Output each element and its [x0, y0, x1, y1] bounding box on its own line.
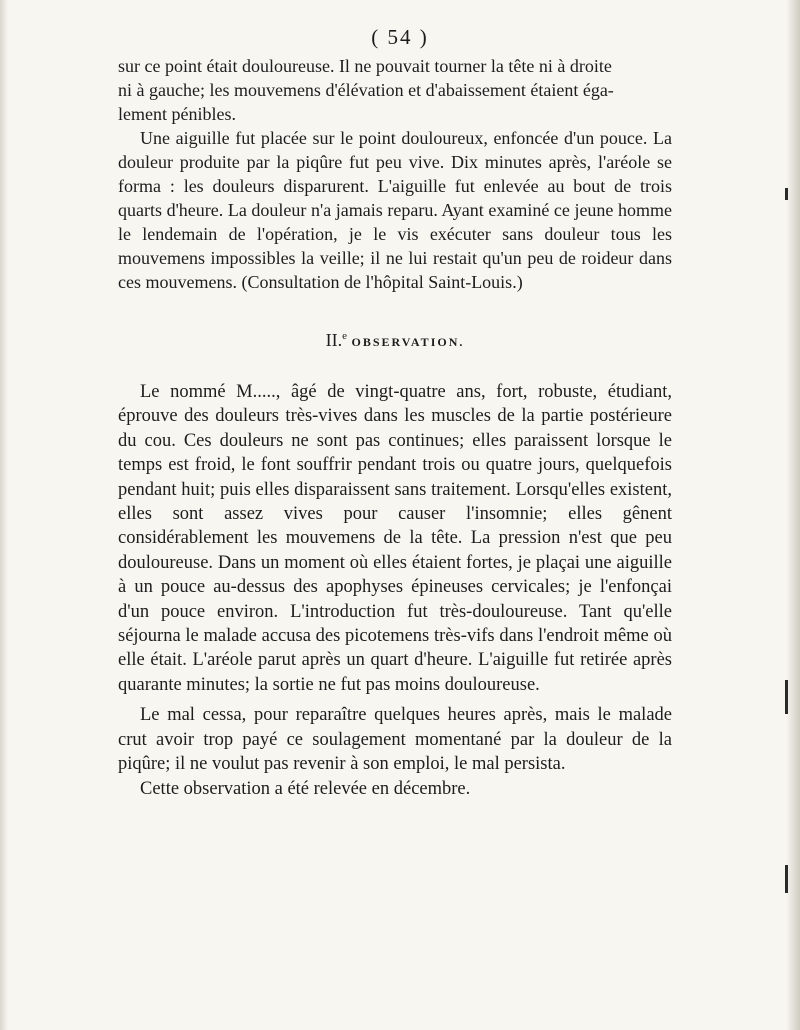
paragraph: Le mal cessa, pour reparaître quelques heures après, mais le malade crut avoir trop payé ce soulagement momentané par la douleur de la piqûre; il ne voulut pas revenir à son emploi, le mal persista. — [118, 705, 672, 775]
page-number: ( 54 ) — [371, 25, 429, 49]
paragraph: Une aiguille fut placée sur le point douloureux, enfoncée d'un pouce. La douleur produite par la piqûre fut peu vive. Dix minutes après, l'aréole se forma : les douleurs disparurent. L'aiguille fut enlevée au bout de trois quarts d'heure. La douleur n'a jamais reparu. Ayant examiné ce jeune homme le lendemain de l'opération, je le vis exécuter sans douleur tous les mouvemens impossibles la veille; il ne lui restait qu'un peu de roideur dans ces mouvemens. (Consultation de l'hôpital Saint-Louis.) — [118, 128, 672, 292]
observation-body — [118, 380, 672, 801]
paragraph: Le nommé M....., âgé de vingt-quatre ans, fort, robuste, étudiant, éprouve des douleurs très-vives dans les muscles de la partie postérieure du cou. Ces douleurs ne sont pas continues; elles paraissent lorsque le temps est froid, le font souffrir pendant trois ou quatre jours, quelquefois pendant huit; puis elles disparaissent sans traitement. Lorsqu'elles existent, elles sont assez vives pour causer l'insomnie; elles gênent considérablement les mouvemens de la tête. La pression n'est que peu douloureuse. Dans un moment où elles étaient fortes, je plaçai une aiguille à un pouce au-dessus des apophyses épineuses cervicales; je l'enfonçai d'un pouce environ. L'introduction fut très-douloureuse. Tant qu'elle séjourna le malade accusa des picotemens très-vifs dans l'endroit même où elle était. L'aréole parut après un quart d'heure. L'aiguille fut retirée après quarante minutes; la sortie ne fut pas moins douloureuse. — [118, 382, 672, 695]
margin-mark — [785, 865, 788, 893]
text-line: ni à gauche; les mouvemens d'élévation et d'abaissement étaient éga- — [118, 80, 614, 100]
margin-mark — [785, 188, 788, 200]
page-edge-left — [0, 0, 8, 1030]
page-edge-right — [786, 0, 800, 1030]
text-line: lement pénibles. — [118, 104, 236, 124]
margin-mark — [785, 680, 788, 714]
text-line: sur ce point était douloureuse. Il ne pouvait tourner la tête ni à droite — [118, 56, 612, 76]
page-body — [118, 54, 672, 801]
section-heading — [118, 324, 672, 354]
heading-numeral: II. — [325, 330, 343, 350]
heading-title: OBSERVATION. — [351, 335, 465, 349]
paragraph: Cette observation a été relevée en décembre. — [140, 778, 471, 799]
heading-superscript: e — [342, 330, 348, 342]
